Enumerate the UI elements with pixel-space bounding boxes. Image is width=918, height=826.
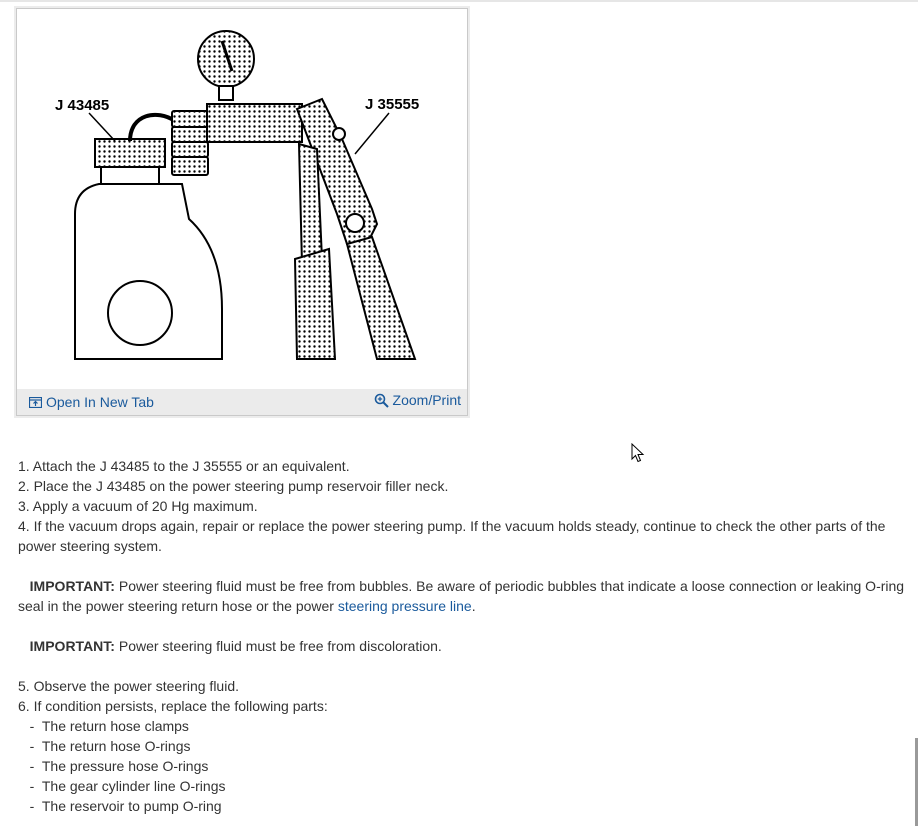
figure-panel	[16, 8, 468, 416]
note-bubbles-end: .	[471, 598, 476, 614]
important-label: IMPORTANT:	[29, 578, 115, 594]
part-item: - The return hose O-rings	[18, 738, 191, 754]
step-2: 2. Place the J 43485 on the power steering pump reservoir filler neck.	[18, 478, 449, 494]
procedure-text	[18, 456, 908, 816]
step-1: 1. Attach the J 43485 to the J 35555 or an equivalent.	[18, 458, 350, 474]
important-note-discoloration	[18, 636, 908, 656]
step-4: 4. If the vacuum drops again, repair or replace the power steering pump. If the vacuum holds steady, continue to check the other parts of the power steering system.	[18, 518, 886, 554]
open-in-new-tab-link[interactable]	[29, 394, 154, 410]
zoom-print-link[interactable]	[374, 392, 461, 408]
zoom-print-label: Zoom/Print	[392, 392, 461, 408]
top-divider	[0, 0, 918, 2]
callout-j35555: J 35555	[365, 96, 420, 113]
vacuum-hose	[130, 115, 175, 141]
mouse-cursor-icon	[631, 443, 645, 463]
part-item: - The pressure hose O-rings	[18, 758, 209, 774]
part-item: - The reservoir to pump O-ring	[18, 798, 222, 814]
note-bubbles-text: Power steering fluid must be free from bubbles. Be aware of periodic bubbles that indicate a loose connection or leaking O-ring seal in the power steering return hose or the power	[18, 578, 905, 614]
part-item: - The gear cylinder line O-rings	[18, 778, 226, 794]
figure-toolbar	[17, 389, 467, 415]
part-item: - The return hose clamps	[18, 718, 189, 734]
note-discoloration-text: Power steering fluid must be free from discoloration.	[114, 638, 442, 654]
open-new-tab-icon	[29, 397, 42, 408]
steering-pressure-line-link[interactable]: steering pressure line	[337, 598, 472, 614]
open-in-new-tab-label: Open In New Tab	[46, 394, 154, 410]
step-5: 5. Observe the power steering fluid.	[18, 678, 240, 694]
step-6: 6. If condition persists, replace the following parts:	[18, 698, 328, 714]
vacuum-test-illustration	[17, 9, 467, 389]
important-label: IMPORTANT:	[29, 638, 115, 654]
important-note-bubbles	[18, 576, 908, 616]
callout-j43485: J 43485	[55, 97, 110, 114]
step-3: 3. Apply a vacuum of 20 Hg maximum.	[18, 498, 258, 514]
zoom-icon	[374, 393, 389, 408]
